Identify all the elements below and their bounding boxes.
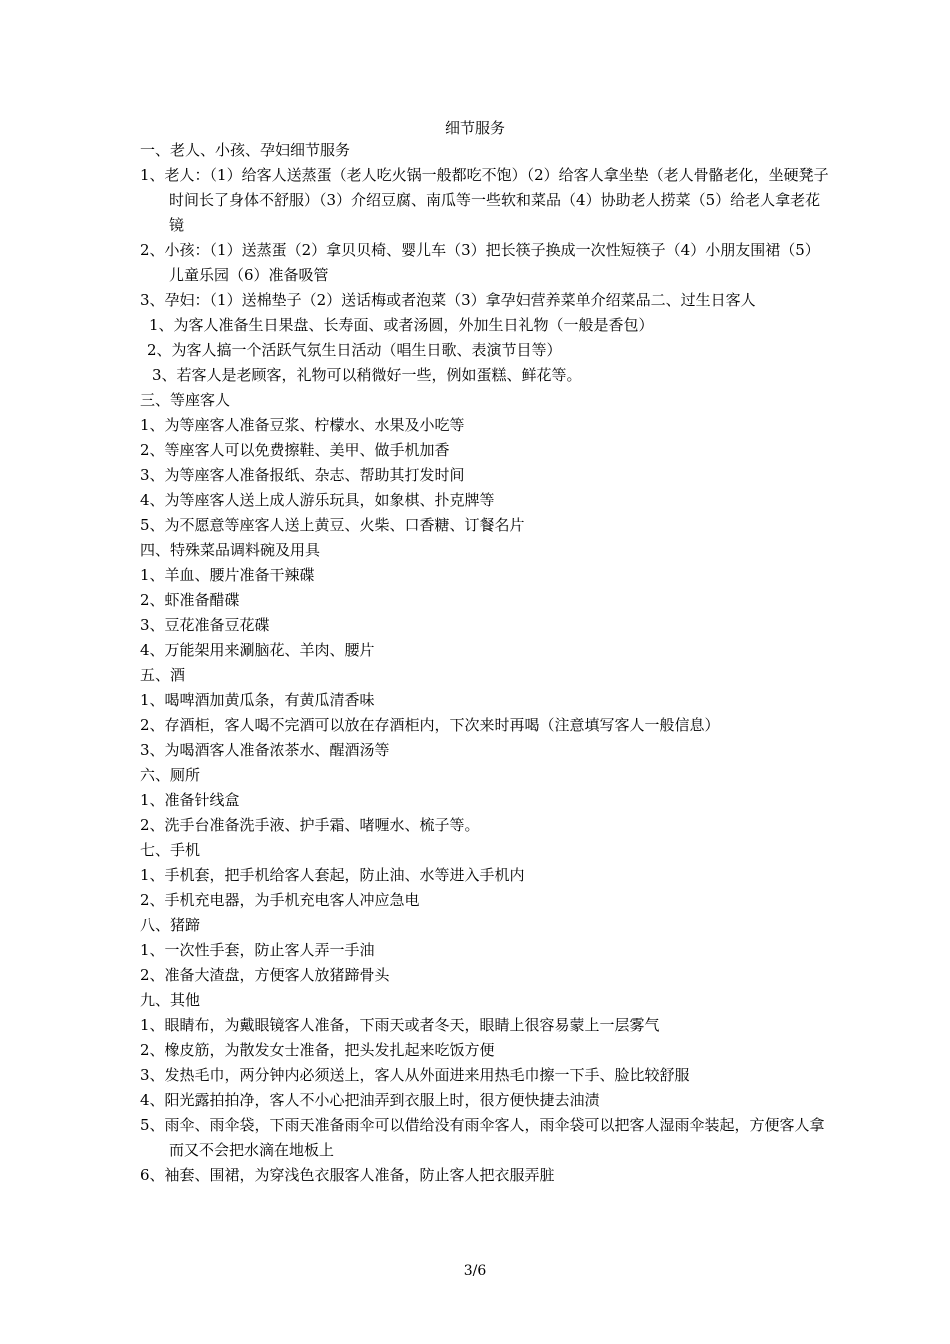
waiting-item-2: 2、等座客人可以免费擦鞋、美甲、做手机加香 (140, 441, 450, 459)
page-number: 3/6 (463, 1263, 487, 1279)
restroom-item-1: 1、准备针线盒 (140, 791, 240, 809)
section-heading-pig-trotters: 八、猪蹄 (140, 916, 201, 934)
section-heading-special-dishes: 四、特殊菜品调料碗及用具 (140, 541, 321, 559)
dishes-item-1: 1、羊血、腰片准备干辣碟 (140, 566, 315, 584)
document-body (140, 138, 830, 1188)
other-item-2: 2、橡皮筋，为散发女士准备，把头发扎起来吃饭方便 (140, 1041, 495, 1059)
other-item-1: 1、眼睛布，为戴眼镜客人准备，下雨天或者冬天，眼睛上很容易蒙上一层雾气 (140, 1016, 660, 1034)
dishes-item-2: 2、虾准备醋碟 (140, 591, 240, 609)
waiting-item-4: 4、为等座客人送上成人游乐玩具，如象棋、扑克牌等 (140, 491, 495, 509)
section-heading-elderly-children-pregnant: 一、老人、小孩、孕妇细节服务 (140, 141, 351, 159)
waiting-item-5: 5、为不愿意等座客人送上黄豆、火柴、口香糖、订餐名片 (140, 516, 525, 534)
wine-item-1: 1、喝啤酒加黄瓜条，有黄瓜清香味 (140, 691, 375, 709)
birthday-item-1: 1、为客人准备生日果盘、长寿面、或者汤圆，外加生日礼物（一般是香包） (149, 316, 654, 334)
item-children: 2、小孩：（1）送蒸蛋（2）拿贝贝椅、婴儿车（3）把长筷子换成一次性短筷子（4）小朋友围裙（5）儿童乐园（6）准备吸管 (140, 241, 820, 284)
item-elderly: 1、老人：（1）给客人送蒸蛋（老人吃火锅一般都吃不饱）（2）给客人拿坐垫（老人骨骼老化，坐硬凳子时间长了身体不舒服）（3）介绍豆腐、南瓜等一些软和菜品（4）协助老人捞菜（5）给老人拿老花镜 (140, 166, 829, 234)
birthday-item-3: 3、若客人是老顾客，礼物可以稍微好一些，例如蛋糕、鲜花等。 (152, 366, 582, 384)
trotters-item-2: 2、准备大渣盘，方便客人放猪蹄骨头 (140, 966, 390, 984)
section-heading-waiting-guests: 三、等座客人 (140, 391, 231, 409)
birthday-item-2: 2、为客人搞一个活跃气氛生日活动（唱生日歌、表演节目等） (147, 341, 562, 359)
wine-item-3: 3、为喝酒客人准备浓茶水、醒酒汤等 (140, 741, 390, 759)
document-title: 细节服务 (444, 119, 505, 137)
dishes-item-4: 4、万能架用来涮脑花、羊肉、腰片 (140, 641, 375, 659)
other-item-3: 3、发热毛巾，两分钟内必须送上，客人从外面进来用热毛巾擦一下手、脸比较舒服 (140, 1066, 690, 1084)
restroom-item-2: 2、洗手台准备洗手液、护手霜、啫喱水、梳子等。 (140, 816, 480, 834)
other-item-6: 6、袖套、围裙，为穿浅色衣服客人准备，防止客人把衣服弄脏 (140, 1166, 555, 1184)
other-item-5: 5、雨伞、雨伞袋，下雨天准备雨伞可以借给没有雨伞客人，雨伞袋可以把客人湿雨伞装起，方便客人拿而又不会把水滴在地板上 (140, 1116, 825, 1159)
waiting-item-1: 1、为等座客人准备豆浆、柠檬水、水果及小吃等 (140, 416, 465, 434)
phone-item-1: 1、手机套，把手机给客人套起，防止油、水等进入手机内 (140, 866, 525, 884)
other-item-4: 4、阳光露拍拍净，客人不小心把油弄到衣服上时，很方便快捷去油渍 (140, 1091, 600, 1109)
section-heading-other: 九、其他 (140, 991, 201, 1009)
waiting-item-3: 3、为等座客人准备报纸、杂志、帮助其打发时间 (140, 466, 465, 484)
item-pregnant: 3、孕妇：（1）送棉垫子（2）送话梅或者泡菜（3）拿孕妇营养菜单介绍菜品二、过生日客人 (140, 291, 756, 309)
dishes-item-3: 3、豆花准备豆花碟 (140, 616, 270, 634)
wine-item-2: 2、存酒柜，客人喝不完酒可以放在存酒柜内，下次来时再喝（注意填写客人一般信息） (140, 716, 720, 734)
trotters-item-1: 1、一次性手套，防止客人弄一手油 (140, 941, 375, 959)
section-heading-phone: 七、手机 (140, 841, 201, 859)
section-heading-restroom: 六、厕所 (140, 766, 201, 784)
phone-item-2: 2、手机充电器，为手机充电客人冲应急电 (140, 891, 420, 909)
section-heading-wine: 五、酒 (140, 666, 186, 684)
